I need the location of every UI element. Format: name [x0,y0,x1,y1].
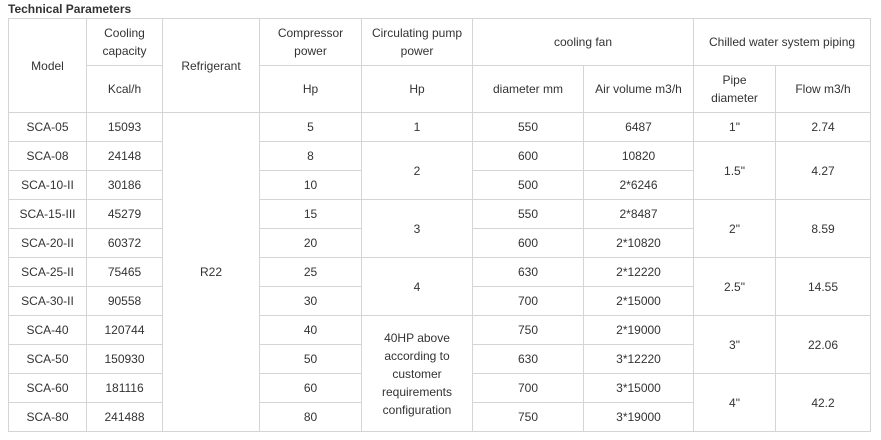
technical-parameters-table [8,18,871,432]
cell-model: SCA-10-II [9,171,87,200]
header-cooling-capacity: Cooling capacity [87,19,163,66]
header-row-2 [9,66,871,113]
header-pump-power: Circulating pump power [362,19,473,66]
header-model: Model [9,19,87,113]
cell-fan-diameter: 750 [473,403,584,432]
cell-compressor: 20 [260,229,362,258]
cell-capacity: 90558 [87,287,163,316]
header-fan-diameter: diameter mm [473,66,584,113]
cell-fan-diameter: 750 [473,316,584,345]
cell-fan-diameter: 700 [473,287,584,316]
cell-compressor: 25 [260,258,362,287]
header-compressor-power-unit: Hp [260,66,362,113]
cell-compressor: 5 [260,113,362,142]
cell-capacity: 241488 [87,403,163,432]
cell-compressor: 60 [260,374,362,403]
cell-capacity: 120744 [87,316,163,345]
cell-air-volume: 3*19000 [584,403,694,432]
cell-capacity: 30186 [87,171,163,200]
cell-flow: 2.74 [776,113,871,142]
cell-air-volume: 3*15000 [584,374,694,403]
cell-compressor: 50 [260,345,362,374]
cell-pipe-diameter: 2.5" [694,258,776,316]
cell-capacity: 45279 [87,200,163,229]
header-chilled-water: Chilled water system piping [694,19,871,66]
cell-fan-diameter: 500 [473,171,584,200]
header-cooling-capacity-unit: Kcal/h [87,66,163,113]
cell-capacity: 181116 [87,374,163,403]
cell-model: SCA-20-II [9,229,87,258]
cell-model: SCA-08 [9,142,87,171]
cell-air-volume: 3*12220 [584,345,694,374]
cell-compressor: 30 [260,287,362,316]
cell-model: SCA-25-II [9,258,87,287]
cell-pipe-diameter: 1" [694,113,776,142]
cell-capacity: 75465 [87,258,163,287]
cell-pipe-diameter: 4" [694,374,776,432]
header-cooling-fan: cooling fan [473,19,694,66]
cell-compressor: 10 [260,171,362,200]
cell-pump-note: 40HP above according to customer requirements configuration [362,316,473,432]
cell-model: SCA-40 [9,316,87,345]
header-refrigerant: Refrigerant [163,19,260,113]
cell-air-volume: 2*10820 [584,229,694,258]
cell-model: SCA-15-III [9,200,87,229]
cell-model: SCA-80 [9,403,87,432]
header-flow: Flow m3/h [776,66,871,113]
header-row-1 [9,19,871,66]
cell-fan-diameter: 550 [473,200,584,229]
table-row [9,316,871,345]
cell-pipe-diameter: 3" [694,316,776,374]
cell-capacity: 15093 [87,113,163,142]
cell-air-volume: 2*8487 [584,200,694,229]
cell-flow: 8.59 [776,200,871,258]
cell-model: SCA-50 [9,345,87,374]
cell-flow: 42.2 [776,374,871,432]
cell-pipe-diameter: 2" [694,200,776,258]
cell-air-volume: 2*15000 [584,287,694,316]
cell-capacity: 60372 [87,229,163,258]
cell-air-volume: 2*19000 [584,316,694,345]
cell-pump: 4 [362,258,473,316]
cell-capacity: 150930 [87,345,163,374]
cell-pump: 1 [362,113,473,142]
header-compressor-power: Compressor power [260,19,362,66]
cell-fan-diameter: 550 [473,113,584,142]
cell-compressor: 40 [260,316,362,345]
cell-model: SCA-30-II [9,287,87,316]
cell-flow: 22.06 [776,316,871,374]
cell-air-volume: 2*6246 [584,171,694,200]
table-row [9,200,871,229]
cell-pump: 3 [362,200,473,258]
cell-compressor: 15 [260,200,362,229]
cell-fan-diameter: 700 [473,374,584,403]
cell-pipe-diameter: 1.5" [694,142,776,200]
cell-compressor: 8 [260,142,362,171]
cell-fan-diameter: 630 [473,258,584,287]
cell-model: SCA-05 [9,113,87,142]
cell-air-volume: 10820 [584,142,694,171]
cell-air-volume: 2*12220 [584,258,694,287]
cell-air-volume: 6487 [584,113,694,142]
cell-model: SCA-60 [9,374,87,403]
cell-capacity: 24148 [87,142,163,171]
table-row [9,142,871,171]
header-pipe-diameter: Pipe diameter [694,66,776,113]
technical-parameters-table-wrap [8,18,871,432]
page-title: Technical Parameters [8,2,132,16]
header-pump-power-unit: Hp [362,66,473,113]
cell-fan-diameter: 600 [473,142,584,171]
table-row [9,113,871,142]
cell-refrigerant: R22 [163,113,260,432]
header-fan-air-volume: Air volume m3/h [584,66,694,113]
table-row [9,258,871,287]
cell-flow: 14.55 [776,258,871,316]
cell-fan-diameter: 630 [473,345,584,374]
cell-flow: 4.27 [776,142,871,200]
cell-pump: 2 [362,142,473,200]
cell-compressor: 80 [260,403,362,432]
cell-fan-diameter: 600 [473,229,584,258]
